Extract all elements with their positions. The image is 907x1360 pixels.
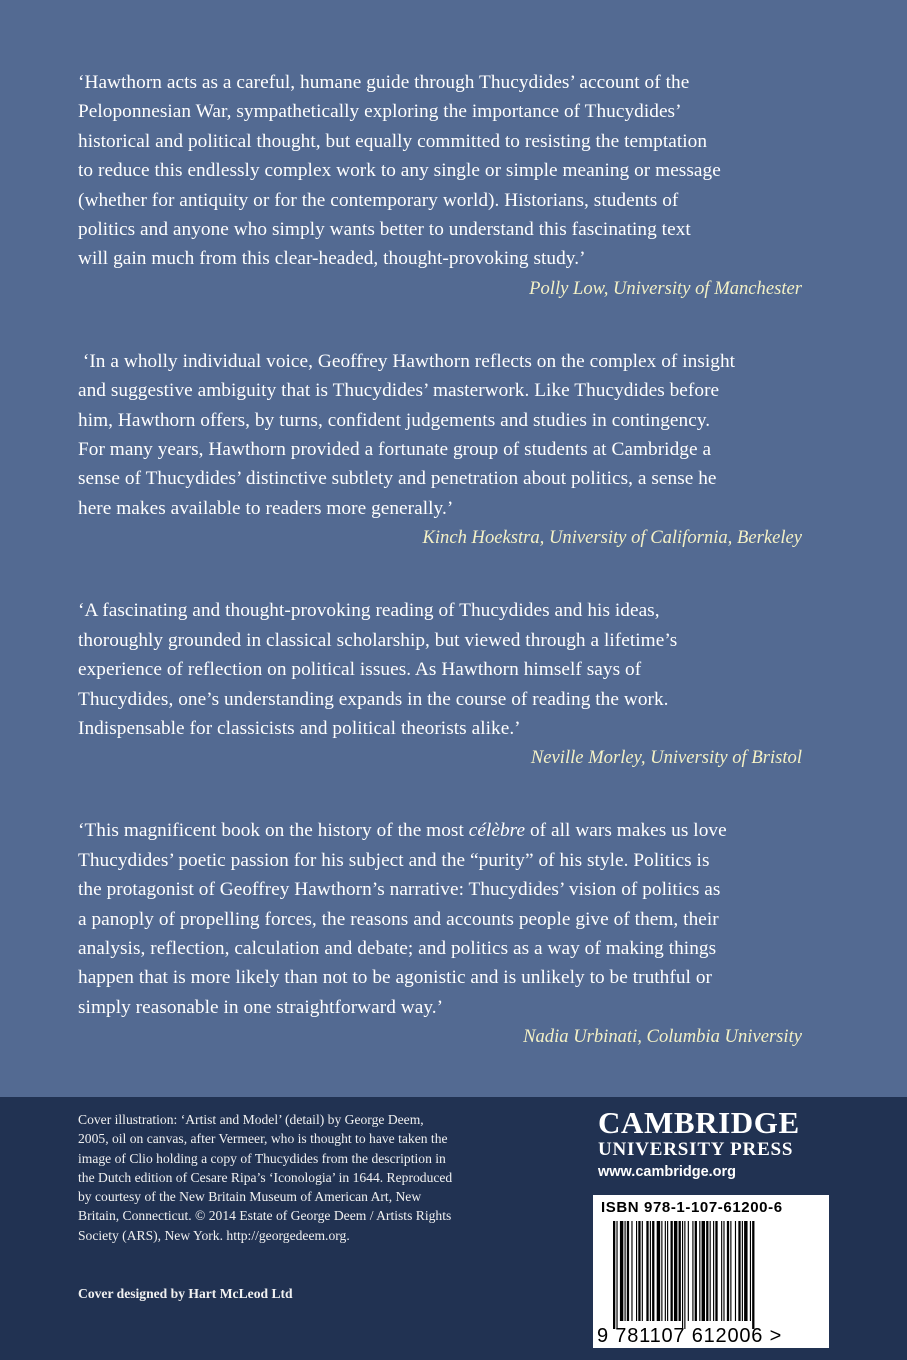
publisher-press: UNIVERSITY PRESS (598, 1139, 794, 1160)
quote-attribution: Kinch Hoekstra, University of California, Berkeley (422, 527, 802, 549)
italic-word: célèbre (468, 820, 526, 842)
publisher-website: www.cambridge.org (598, 1164, 737, 1180)
quote-text: ‘In a wholly individual voice, Geoffrey Hawthorn reflects on the complex of insight and suggestive ambiguity that is Thucydides’ masterwork. Like Thucydides before him, Hawthorn offers, by turns, confident judgements and studies in contingency. For many years, Hawthorn provided a fortunate group of students at Cambridge a sense of Thucydides’ distinctive subtlety and penetration about politics, a sense he here makes available to readers more generally.’ (78, 350, 736, 519)
cover-designer: Cover designed by Hart McLeod Ltd (78, 1286, 293, 1301)
quote-text: ‘This magnificent book on the history of the most célèbre of all wars makes us love Thucydides’ poetic passion for his subject and the “purity” of his style. Politics is the protagonist of Geoffrey Hawthorn’s narrative: Thucydides’ vision of politics as a panoply of propelling forces, the reasons and accounts people give of them, their analysis, reflection, calculation and debate; and politics as a way of making things happen that is more likely than not to be agonistic and is unlikely to be truthful or simply reasonable in one straightforward way.’ (78, 820, 727, 1018)
publisher-name: CAMBRIDGE (598, 1105, 800, 1140)
quote-attribution: Neville Morley, University of Bristol (530, 747, 802, 769)
quote-text: ‘A fascinating and thought-provoking reading of Thucydides and his ideas, thoroughly grounded in classical scholarship, but viewed through a lifetime’s experience of reflection on political issues. As Hawthorn himself says of Thucydides, one’s understanding expands in the course of reading the work. Indispensable for classicists and political theorists alike.’ (78, 600, 678, 739)
quote-attribution: Polly Low, University of Manchester (529, 277, 802, 299)
endorsement-urbinati (78, 816, 806, 1051)
endorsement-low (78, 68, 806, 303)
footer-band (0, 1097, 907, 1360)
publisher-logo (598, 1106, 828, 1180)
cover-illustration-credit: Cover illustration: ‘Artist and Model’ (detail) by George Deem, 2005, oil on canvas, after Vermeer, who is thought to have taken the image of Clio holding a copy of Thucydides from the description in the Dutch edition of Cesare Ripa’s ‘Iconologia’ in 1644. Reproduced by courtesy of the New Britain Museum of American Art, New Britain, Connecticut. © 2014 Estate of George Deem / Artists Rights Society (ARS), New York. http://georgedeem.org. (78, 1112, 453, 1243)
endorsement-morley (78, 596, 806, 772)
barcode-icon (613, 1221, 805, 1329)
quote-attribution: Nadia Urbinati, Columbia University (523, 1026, 802, 1048)
isbn-label: ISBN 978-1-107-61200-6 (601, 1199, 783, 1216)
isbn-barcode (593, 1195, 829, 1348)
endorsements (78, 68, 806, 1095)
quote-text: ‘Hawthorn acts as a careful, humane guide through Thucydides’ account of the Peloponnesian War, sympathetically exploring the importance of Thucydides’ historical and political thought, but equally committed to resisting the temptation to reduce this endlessly complex work to any single or simple meaning or message (whether for antiquity or for the contemporary world). Historians, students of politics and anyone who simply wants better to understand this fascinating text will gain much from this clear-headed, thought-provoking study.’ (78, 72, 721, 270)
barcode-digits: 9 781107 612006 > (597, 1325, 783, 1347)
endorsement-hoekstra (78, 347, 806, 552)
